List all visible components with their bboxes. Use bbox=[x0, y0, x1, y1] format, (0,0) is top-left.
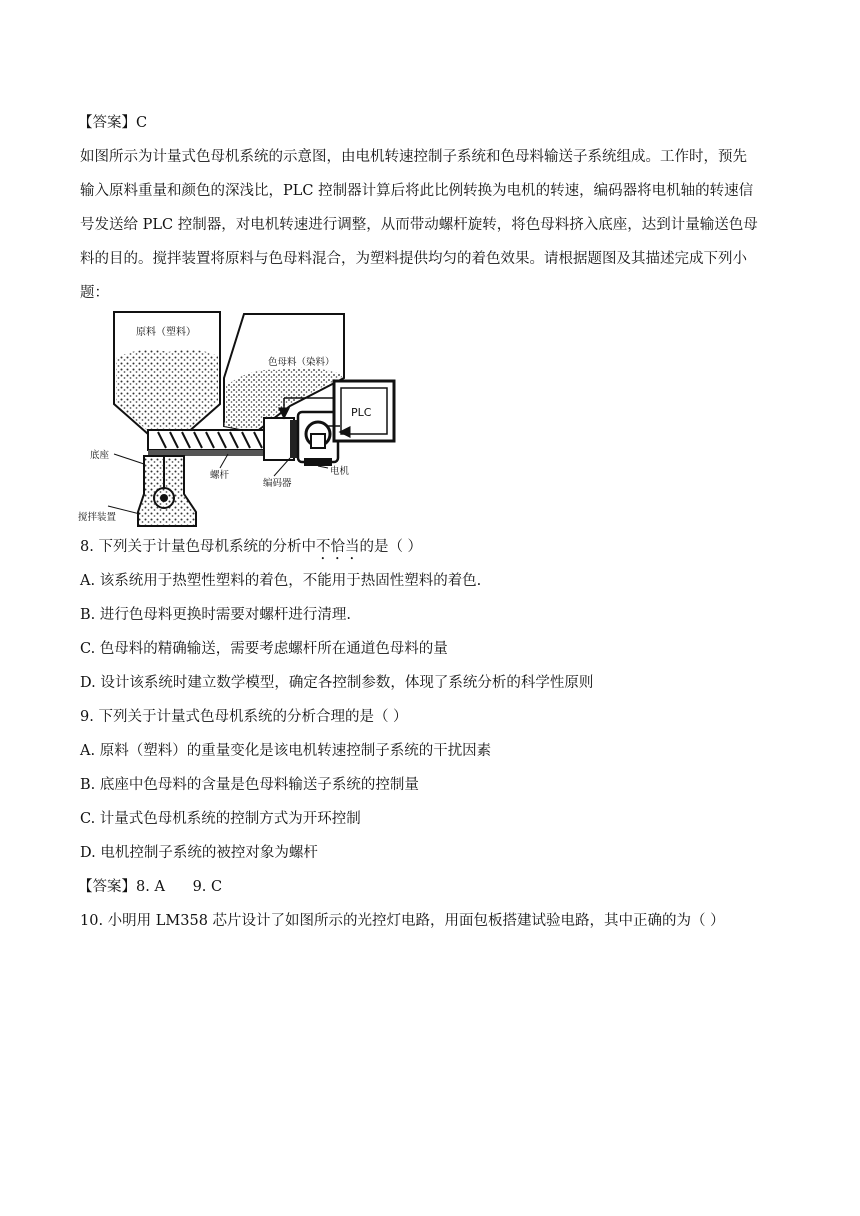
label-screw: 螺杆 bbox=[210, 470, 230, 481]
answer-8-9: 【答案】8. A 9. C bbox=[78, 879, 223, 895]
label-raw-material: 原料（塑料） bbox=[136, 327, 196, 338]
intro-line-1: 如图所示为计量式色母机系统的示意图，由电机转速控制子系统和色母料输送子系统组成。工作时，预先 bbox=[80, 149, 747, 165]
q9-option-c: C. 计量式色母机系统的控制方式为开环控制 bbox=[80, 811, 361, 827]
label-motor: 电机 bbox=[330, 466, 350, 477]
q8-option-a: A. 该系统用于热塑性塑料的着色，不能用于热固性塑料的着色. bbox=[80, 573, 482, 589]
intro-line-4: 料的目的。搅拌装置将原料与色母料混合，为塑料提供均匀的着色效果。请根据题图及其描述完成下列小 bbox=[80, 251, 747, 267]
q9-option-b: B. 底座中色母料的含量是色母料输送子系统的控制量 bbox=[80, 777, 419, 793]
intro-line-5: 题： bbox=[80, 285, 109, 301]
label-base: 底座 bbox=[90, 450, 110, 461]
q8-stem: 8. 下列关于计量色母机系统的分析中不恰当的是（ ） bbox=[80, 539, 423, 555]
label-encoder: 编码器 bbox=[263, 478, 292, 489]
answer-prev: 【答案】C bbox=[78, 115, 148, 131]
q8-option-d: D. 设计该系统时建立数学模型，确定各控制参数，体现了系统分析的科学性原则 bbox=[80, 675, 594, 691]
q8-option-b: B. 进行色母料更换时需要对螺杆进行清理. bbox=[80, 607, 351, 623]
color-masterbatch-figure bbox=[78, 308, 398, 530]
q8-option-c: C. 色母料的精确输送，需要考虑螺杆所在通道色母料的量 bbox=[80, 641, 448, 657]
intro-line-3: 号发送给 PLC 控制器，对电机转速进行调整，从而带动螺杆旋转，将色母料挤入底座，达到计量输送色母 bbox=[80, 217, 758, 233]
q9-option-a: A. 原料（塑料）的重量变化是该电机转速控制子系统的干扰因素 bbox=[80, 743, 492, 759]
motor-assembly bbox=[264, 412, 338, 466]
q10-stem: 10. 小明用 LM358 芯片设计了如图所示的光控灯电路，用面包板搭建试验电路，其中正确的为（ ） bbox=[80, 913, 725, 929]
label-mixer: 搅拌装置 bbox=[78, 512, 117, 523]
intro-line-2: 输入原料重量和颜色的深浅比，PLC 控制器计算后将此比例转换为电机的转速，编码器将电机轴的转速信 bbox=[80, 183, 754, 199]
q9-stem: 9. 下列关于计量式色母机系统的分析合理的是（ ） bbox=[80, 709, 408, 725]
q8-emphasis: 不恰当 bbox=[315, 539, 360, 555]
base-and-mixer bbox=[138, 456, 196, 526]
plc-label: PLC bbox=[351, 406, 372, 419]
q9-option-d: D. 电机控制子系统的被控对象为螺杆 bbox=[80, 845, 318, 861]
label-color-material: 色母料（染料） bbox=[268, 357, 335, 368]
